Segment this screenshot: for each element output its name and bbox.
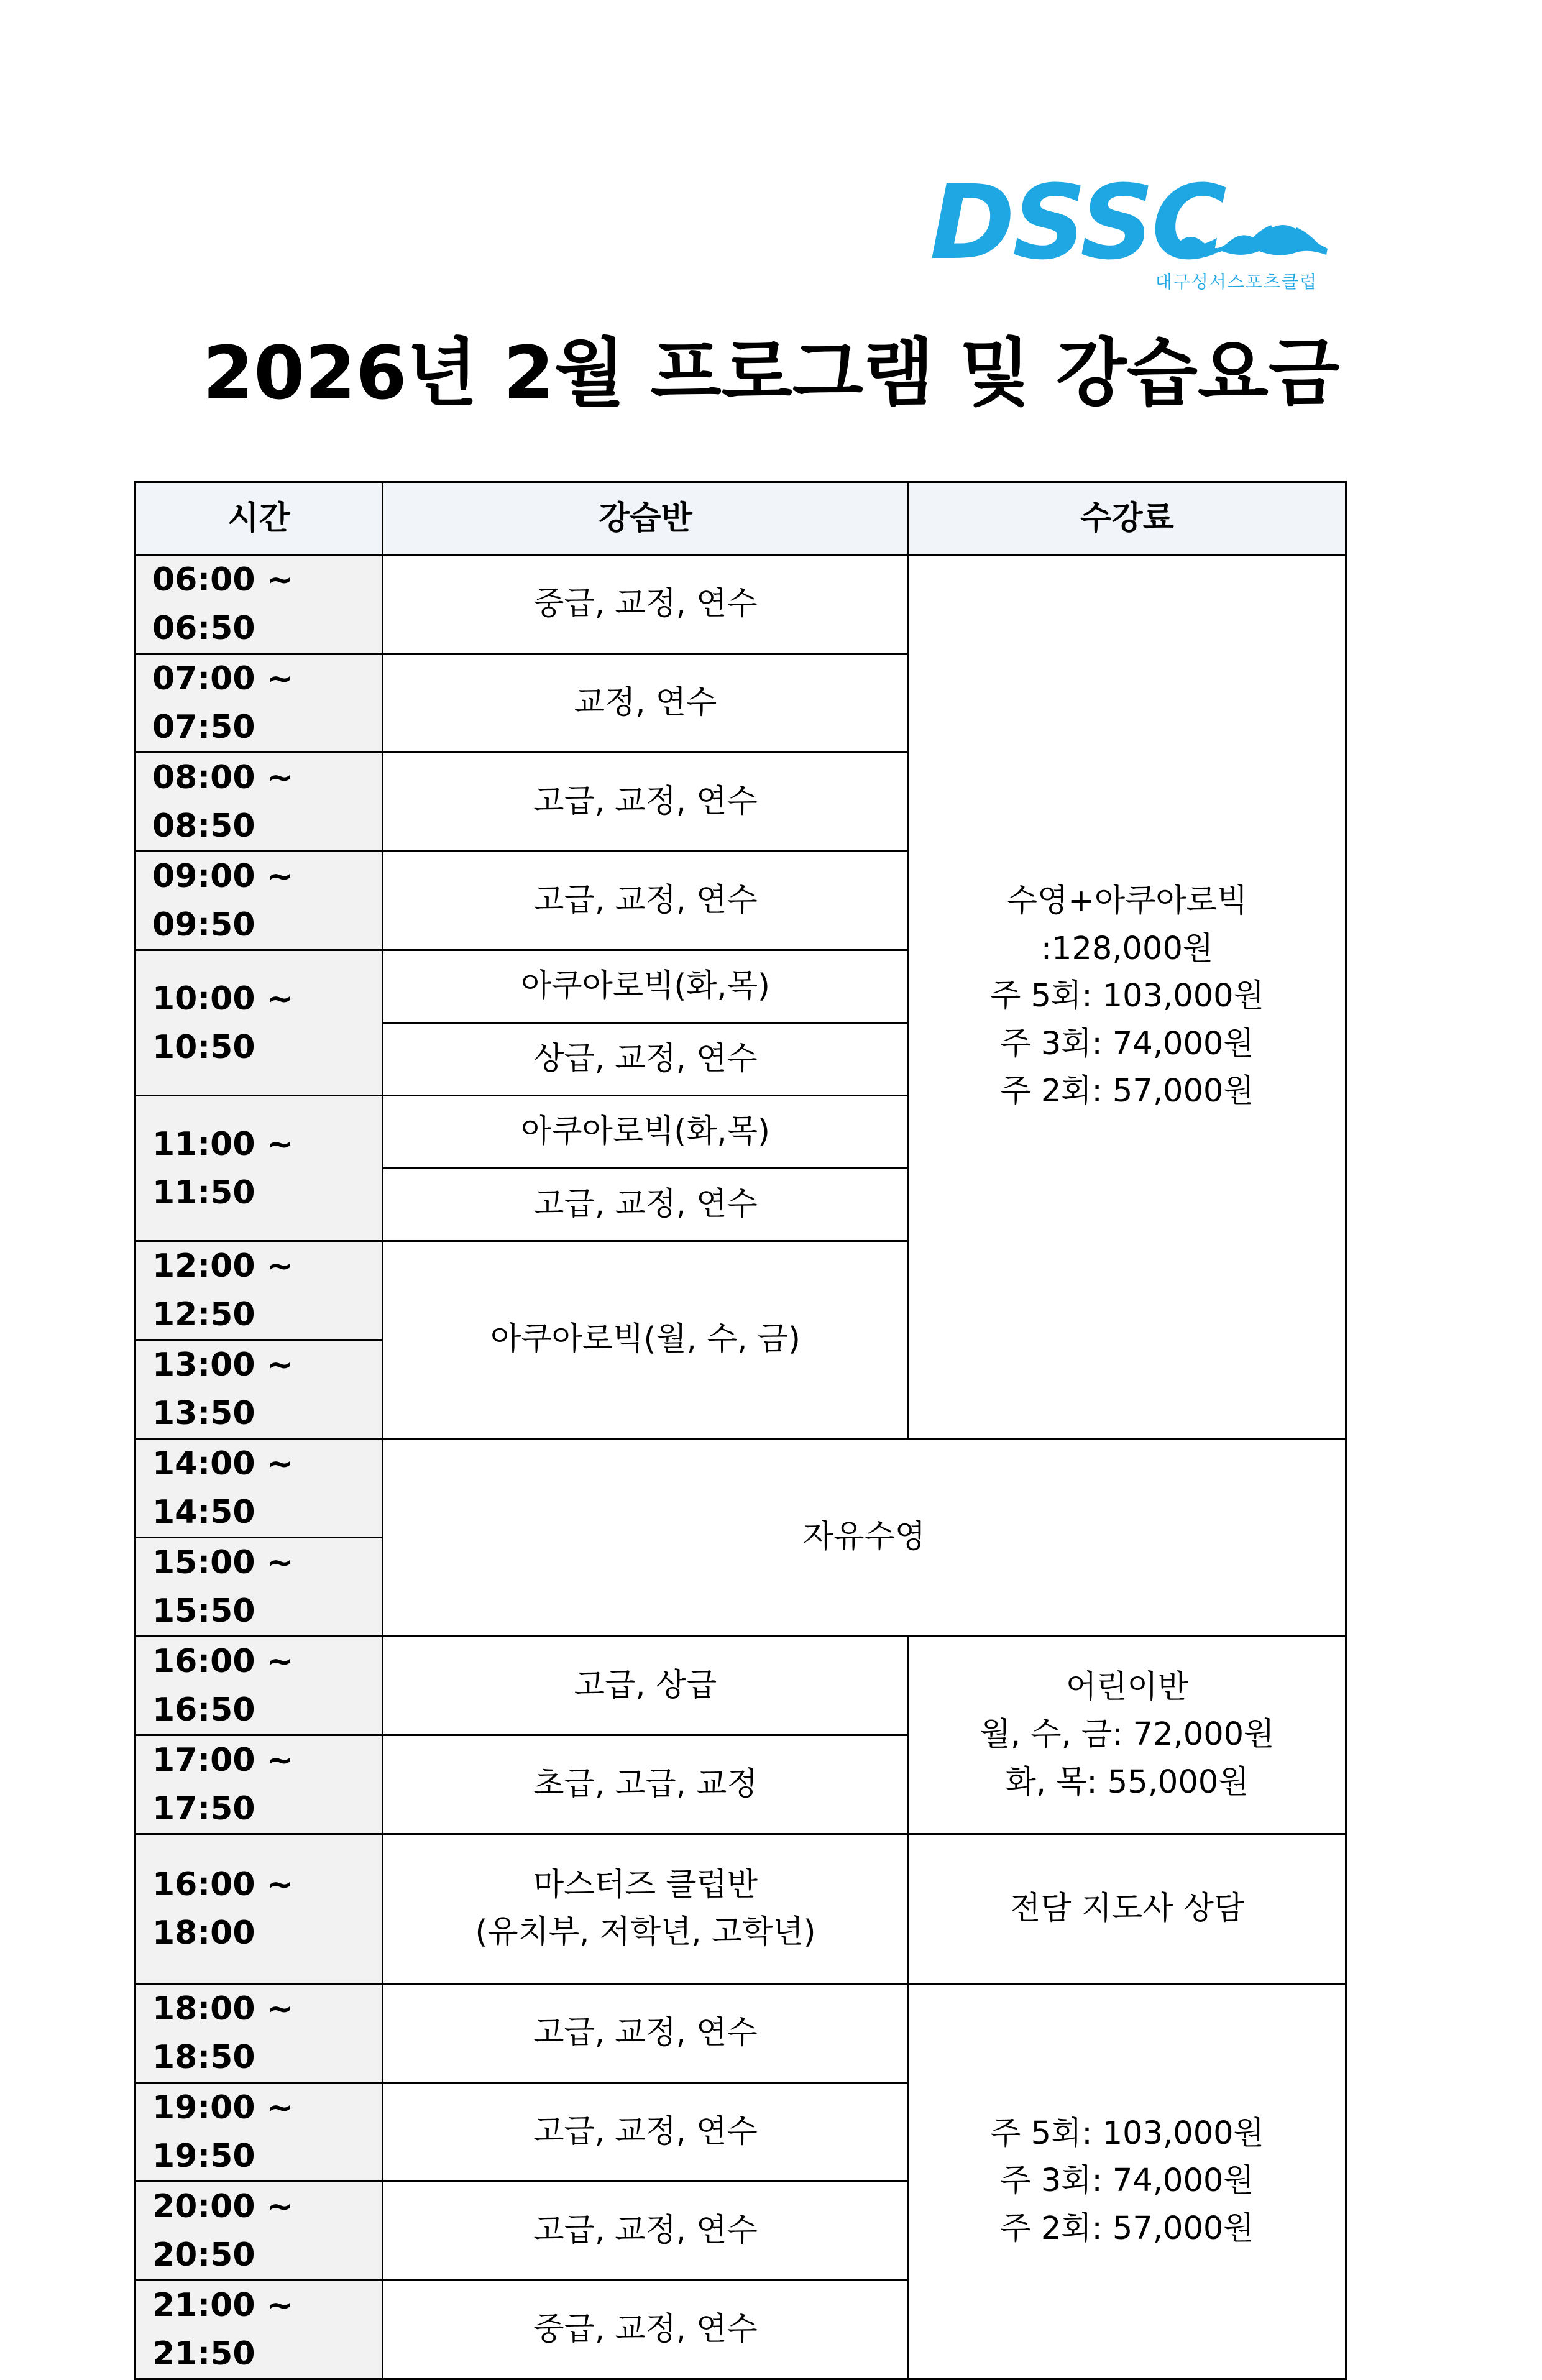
- time-cell: 18:00 ~ 18:50: [135, 1984, 383, 2083]
- class-cell: 고급, 교정, 연수: [383, 1984, 909, 2083]
- header-time: 시간: [135, 482, 383, 555]
- time-cell: 08:00 ~ 08:50: [135, 753, 383, 852]
- class-cell-aquarobic: 아쿠아로빅(월, 수, 금): [383, 1241, 909, 1439]
- fee-line: 주 3회: 74,000원: [1000, 2162, 1254, 2200]
- fee-line: 어린이반: [1065, 1668, 1189, 1706]
- time-cell: 16:00 ~ 16:50: [135, 1637, 383, 1735]
- fee-line: 주 5회: 103,000원: [990, 2115, 1264, 2152]
- fee-line: 화, 목: 55,000원: [1005, 1763, 1249, 1801]
- class-cell: 교정, 연수: [383, 654, 909, 753]
- fee-line: 주 2회: 57,000원: [1000, 2210, 1254, 2247]
- fee-cell-morning: [909, 555, 1346, 1439]
- logo: [930, 163, 1328, 293]
- class-cell: 중급, 교정, 연수: [383, 2281, 909, 2379]
- table-header-row: [135, 482, 1346, 555]
- fee-cell-evening: [909, 1984, 1346, 2379]
- time-cell: 20:00 ~ 20:50: [135, 2182, 383, 2281]
- header-fee: 수강료: [909, 482, 1346, 555]
- time-cell: 21:00 ~ 21:50: [135, 2281, 383, 2379]
- schedule-table: [134, 481, 1347, 2380]
- time-cell: 12:00 ~ 12:50: [135, 1241, 383, 1340]
- time-cell: 15:00 ~ 15:50: [135, 1538, 383, 1637]
- time-cell: 10:00 ~ 10:50: [135, 950, 383, 1096]
- page-title: 2026년 2월 프로그램 및 강습요금: [203, 330, 1339, 416]
- class-cell: 고급, 교정, 연수: [383, 1169, 909, 1241]
- table-row: [135, 1834, 1346, 1984]
- fee-line: 주 3회: 74,000원: [1000, 1025, 1254, 1062]
- class-cell: 고급, 교정, 연수: [383, 2182, 909, 2281]
- class-cell: 아쿠아로빅(화,목): [383, 950, 909, 1023]
- header-class: 강습반: [383, 482, 909, 555]
- class-line: (유치부, 저학년, 고학년): [475, 1914, 816, 1950]
- class-cell: 초급, 고급, 교정: [383, 1735, 909, 1834]
- fee-line: 수영+아쿠아로빅: [1006, 883, 1248, 920]
- class-cell-masters: [383, 1834, 909, 1984]
- time-cell: 16:00 ~ 18:00: [135, 1834, 383, 1984]
- fee-cell-masters: 전담 지도사 상담: [909, 1834, 1346, 1984]
- logo-subtitle: 대구성서스포츠클럽: [1155, 272, 1318, 292]
- fee-line: :128,000원: [1040, 930, 1214, 967]
- time-cell: 14:00 ~ 14:50: [135, 1439, 383, 1538]
- table-row: [135, 1984, 1346, 2083]
- time-cell: 19:00 ~ 19:50: [135, 2083, 383, 2182]
- time-cell: 13:00 ~ 13:50: [135, 1340, 383, 1439]
- table-row: [135, 1439, 1346, 1538]
- table-row: [135, 555, 1346, 654]
- time-cell: 17:00 ~ 17:50: [135, 1735, 383, 1834]
- class-line: 마스터즈 클럽반: [533, 1866, 758, 1903]
- table-row: [135, 1637, 1346, 1735]
- fee-line: 주 2회: 57,000원: [1000, 1073, 1254, 1110]
- free-swim-cell: 자유수영: [383, 1439, 1346, 1637]
- class-cell: 상급, 교정, 연수: [383, 1023, 909, 1096]
- time-cell: 09:00 ~ 09:50: [135, 852, 383, 950]
- wave-icon: [1178, 213, 1328, 262]
- class-cell: 아쿠아로빅(화,목): [383, 1096, 909, 1169]
- class-cell: 고급, 교정, 연수: [383, 852, 909, 950]
- fee-cell-kids: [909, 1637, 1346, 1834]
- time-cell: 07:00 ~ 07:50: [135, 654, 383, 753]
- class-cell: 고급, 교정, 연수: [383, 2083, 909, 2182]
- fee-line: 주 5회: 103,000원: [990, 978, 1264, 1015]
- class-cell: 고급, 교정, 연수: [383, 753, 909, 852]
- class-cell: 고급, 상급: [383, 1637, 909, 1735]
- time-cell: 11:00 ~ 11:50: [135, 1096, 383, 1241]
- time-cell: 06:00 ~ 06:50: [135, 555, 383, 654]
- fee-line: 월, 수, 금: 72,000원: [980, 1716, 1275, 1753]
- logo-brand: DSSC: [930, 163, 1224, 282]
- class-cell: 중급, 교정, 연수: [383, 555, 909, 654]
